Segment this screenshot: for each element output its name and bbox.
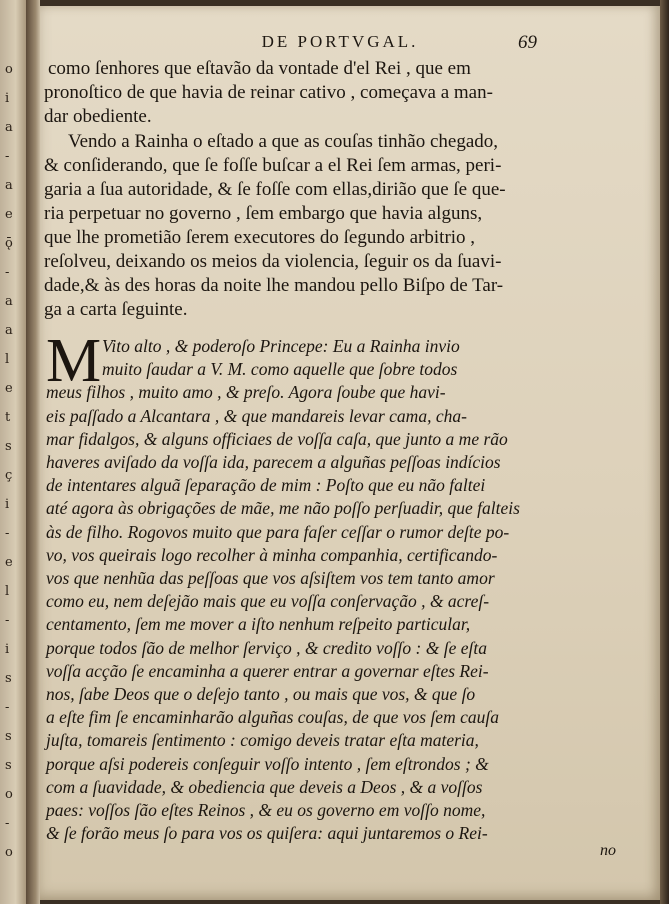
drop-cap: M [46,327,102,395]
letter-line: como eu, nem deſejão mais que eu voſſa conſervação , & acreſ- [46,591,490,612]
margin-fragment: ǭ [5,236,13,251]
letter-line: vos que nenhũa das peſſoas que vos aſsiſtem vos tem tanto amor [46,568,495,588]
body-line: que lhe prometião ſerem executores do ſegundo arbitrio , [44,227,476,248]
catchword: no [600,842,616,859]
letter-line: a eſte fim ſe encaminharão alguñas couſas, de que vos ſem cauſa [46,707,499,728]
letter-line: & ſe forão meus ſo para vos os quiſera: aqui juntaremos o Rei- [46,823,488,844]
letter-line: haveres aviſado da voſſa ida, parecem a alguñas peſſoas indícios [46,452,501,472]
margin-fragment: s [5,758,12,773]
margin-fragment: a [5,294,13,309]
book-gutter [26,0,40,904]
body-line: pronoſtico de que havia de reinar cativo , começava a man- [44,82,493,103]
letter-line: com a ſuavidade, & obediencia que deveis a Deos , & a voſſos [46,776,483,797]
body-line: & conſiderando, que ſe foſſe buſcar a el Rei ſem armas, peri- [44,155,502,176]
body-line: dade,& às des horas da noite lhe mandou pello Biſpo de Tar- [44,275,504,296]
body-line: ga a carta ſeguinte. [44,299,188,320]
letter-line: juſta, tomareis ſentimento : comigo deveis tratar eſta materia, [46,730,479,751]
letter-line: até agora às obrigações de mãe, me não poſſo perſuadir, que falteis [46,498,520,519]
letter-line: nos, ſabe Deos que o deſejo tanto , ou mais que vos, & que ſo [46,684,476,704]
letter-line: centamento, ſem me mover a iſto nenhum reſpeito particular, [46,614,471,635]
margin-fragment: a [5,120,13,135]
margin-fragment: o [5,787,13,802]
margin-fragment: s [5,439,12,454]
margin-fragment: l [5,352,10,367]
body-line: Vendo a Rainha o eſtado a que as couſas tinhão chegado, [68,131,498,152]
letter-line: porque aſsi podereis conſeguir voſſo intento , ſem eſtrondos ; & [46,753,489,774]
margin-fragment: a [5,323,13,338]
letter-line: às de filho. Rogovos muito que para faſer ceſſar o rumor deſte po- [46,521,510,542]
letter-line: de intentares alguã ſeparação de mim : Poſto que eu não faltei [46,475,486,496]
margin-fragment: o [5,845,13,860]
margin-fragment: e [5,381,13,396]
body-line: reſolveu, deixando os meios da violencia, ſeguir os da ſuavi- [44,251,502,272]
margin-fragment: e [5,555,13,570]
margin-fragment: - [5,613,10,628]
margin-fragment: - [5,149,10,164]
book-page [40,6,660,900]
margin-fragment: - [5,700,10,715]
letter-line: eis paſſado a Alcantara , & que mandareis levar cama, cha- [46,405,467,426]
letter-line: muito ſaudar a V. M. como aquelle que ſobre todos [102,359,458,380]
margin-fragment: l [5,584,10,599]
page-number: 69 [518,32,537,53]
margin-fragment: i [5,91,10,106]
letter-line: porque todos ſão de melhor ſerviço , & credito voſſo : & ſe eſta [46,637,487,658]
margin-fragment: s [5,729,12,744]
margin-fragment: i [5,642,10,657]
margin-fragment: t [5,410,11,425]
margin-fragment: s [5,671,12,686]
margin-fragment: - [5,816,10,831]
letter-line: vo, vos queirais logo recolher à minha companhia, certificando- [46,544,498,565]
body-line: ria perpetuar no governo , ſem embargo que havia alguns, [44,203,483,224]
margin-fragment: a [5,178,13,193]
letter-line: paes: voſſos ſão eſtes Reinos , & eu os governo em voſſo nome, [46,800,486,820]
body-line: dar obediente. [44,106,152,127]
margin-fragment: ç [5,468,13,483]
letter-line: voſſa acção ſe encaminha a querer entrar a governar eſtes Rei- [46,660,489,681]
body-line: garia a ſua autoridade, & ſe foſſe com ellas,dirião que ſe que- [44,179,506,200]
letter-line: mar fidalgos, & alguns officiaes de voſſa caſa, que junto a me rão [46,428,508,449]
body-line: como ſenhores que eſtavão da vontade d'el Rei , que em [48,58,471,79]
page-edge [660,0,669,904]
margin-fragment: e [5,207,13,222]
margin-fragment: i [5,497,10,512]
running-head: DE PORTVGAL. [261,32,419,51]
previous-page-margin [0,0,27,904]
letter-line: meus filhos , muito amo , & preſo. Agora ſoube que havi- [46,382,446,403]
margin-fragment: - [5,265,10,280]
letter-line: Vito alto , & poderoſo Princepe: Eu a Rainha invio [102,336,460,356]
margin-fragment: - [5,526,10,541]
margin-fragment: o [5,62,13,77]
